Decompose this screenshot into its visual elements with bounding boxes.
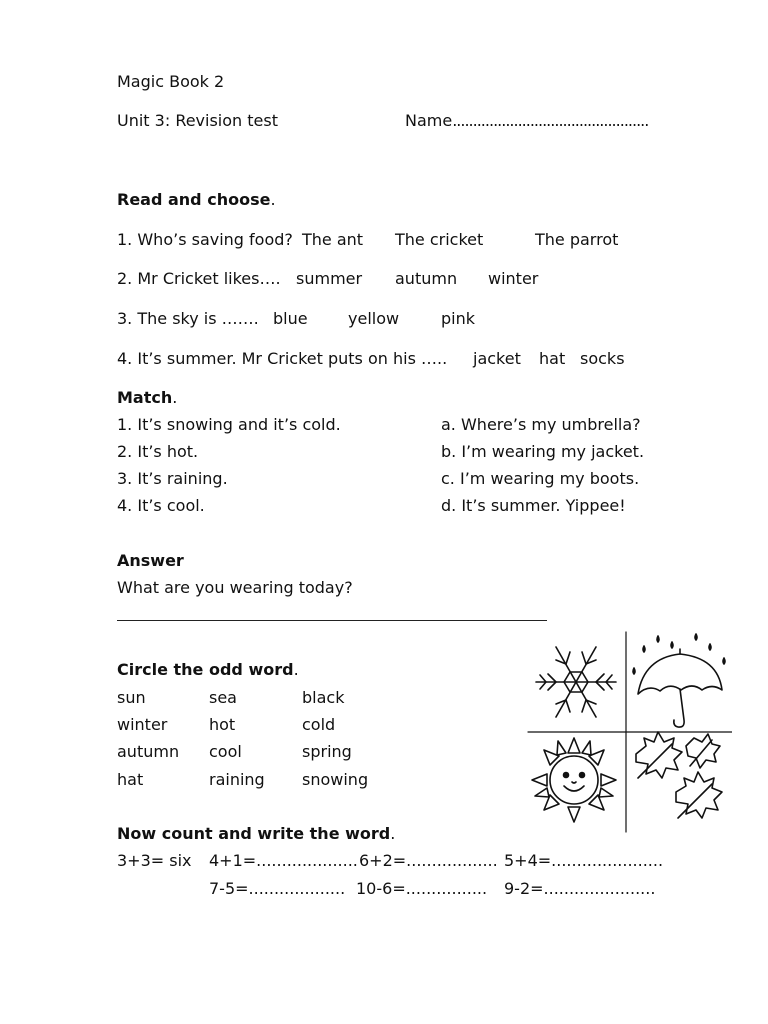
count-item[interactable]: 10-6=................: [356, 879, 488, 898]
unit-title: Unit 3: Revision test: [117, 111, 278, 130]
name-label: Name: [405, 111, 453, 130]
name-field[interactable]: [405, 111, 648, 131]
count-item[interactable]: 5+4=......................: [504, 851, 664, 870]
name-blank: ................................................: [452, 111, 649, 130]
snowflake-icon: [536, 647, 616, 717]
odd-word-item[interactable]: hat: [117, 770, 144, 789]
odd-word-item[interactable]: sea: [209, 688, 237, 707]
question-1: 1. Who’s saving food?: [117, 230, 293, 249]
match-left-3[interactable]: 3. It’s raining.: [117, 469, 228, 488]
count-item[interactable]: 4+1=....................: [209, 851, 358, 870]
answer-question: What are you wearing today?: [117, 578, 353, 597]
q3-option-c[interactable]: pink: [441, 309, 476, 328]
q1-option-a[interactable]: The ant: [302, 230, 364, 249]
q4-option-b[interactable]: hat: [539, 349, 566, 368]
match-left-2[interactable]: 2. It’s hot.: [117, 442, 199, 461]
sun-icon: [532, 738, 616, 822]
match-right-d[interactable]: d. It’s summer. Yippee!: [441, 496, 626, 515]
q2-option-a[interactable]: summer: [296, 269, 363, 288]
q2-option-b[interactable]: autumn: [395, 269, 458, 288]
odd-word-item[interactable]: cold: [302, 715, 336, 734]
weather-pictures: [526, 628, 732, 834]
answer-line[interactable]: [117, 620, 547, 621]
answer-heading: Answer: [117, 551, 184, 570]
q1-option-b[interactable]: The cricket: [395, 230, 484, 249]
match-right-b[interactable]: b. I’m wearing my jacket.: [441, 442, 645, 461]
match-left-4[interactable]: 4. It’s cool.: [117, 496, 205, 515]
odd-word-item[interactable]: winter: [117, 715, 168, 734]
umbrella-rain-icon: [633, 634, 725, 727]
odd-word-item[interactable]: raining: [209, 770, 265, 789]
question-3: 3. The sky is …….: [117, 309, 259, 328]
question-4: 4. It’s summer. Mr Cricket puts on his …..: [117, 349, 448, 368]
match-right-a[interactable]: a. Where’s my umbrella?: [441, 415, 641, 434]
match-left-1[interactable]: 1. It’s snowing and it’s cold.: [117, 415, 341, 434]
q4-option-a[interactable]: jacket: [473, 349, 521, 368]
odd-word-item[interactable]: sun: [117, 688, 146, 707]
count-item[interactable]: 9-2=......................: [504, 879, 656, 898]
read-choose-heading: Read and choose.: [117, 190, 276, 209]
count-item[interactable]: 6+2=..................: [359, 851, 498, 870]
book-title: Magic Book 2: [117, 72, 225, 91]
q1-option-c[interactable]: The parrot: [535, 230, 619, 249]
question-2: 2. Mr Cricket likes….: [117, 269, 281, 288]
count-example: 3+3= six: [117, 851, 192, 870]
match-heading: Match.: [117, 388, 178, 407]
autumn-leaves-icon: [636, 732, 722, 818]
q3-option-a[interactable]: blue: [273, 309, 308, 328]
match-right-c[interactable]: c. I’m wearing my boots.: [441, 469, 640, 488]
odd-word-item[interactable]: cool: [209, 742, 242, 761]
odd-word-item[interactable]: autumn: [117, 742, 180, 761]
count-item[interactable]: 7-5=...................: [209, 879, 346, 898]
odd-word-item[interactable]: snowing: [302, 770, 369, 789]
odd-word-item[interactable]: black: [302, 688, 345, 707]
q3-option-b[interactable]: yellow: [348, 309, 400, 328]
odd-word-heading: Circle the odd word.: [117, 660, 299, 679]
odd-word-item[interactable]: hot: [209, 715, 236, 734]
count-heading: Now count and write the word.: [117, 824, 396, 843]
q2-option-c[interactable]: winter: [488, 269, 539, 288]
odd-word-item[interactable]: spring: [302, 742, 352, 761]
q4-option-c[interactable]: socks: [580, 349, 625, 368]
